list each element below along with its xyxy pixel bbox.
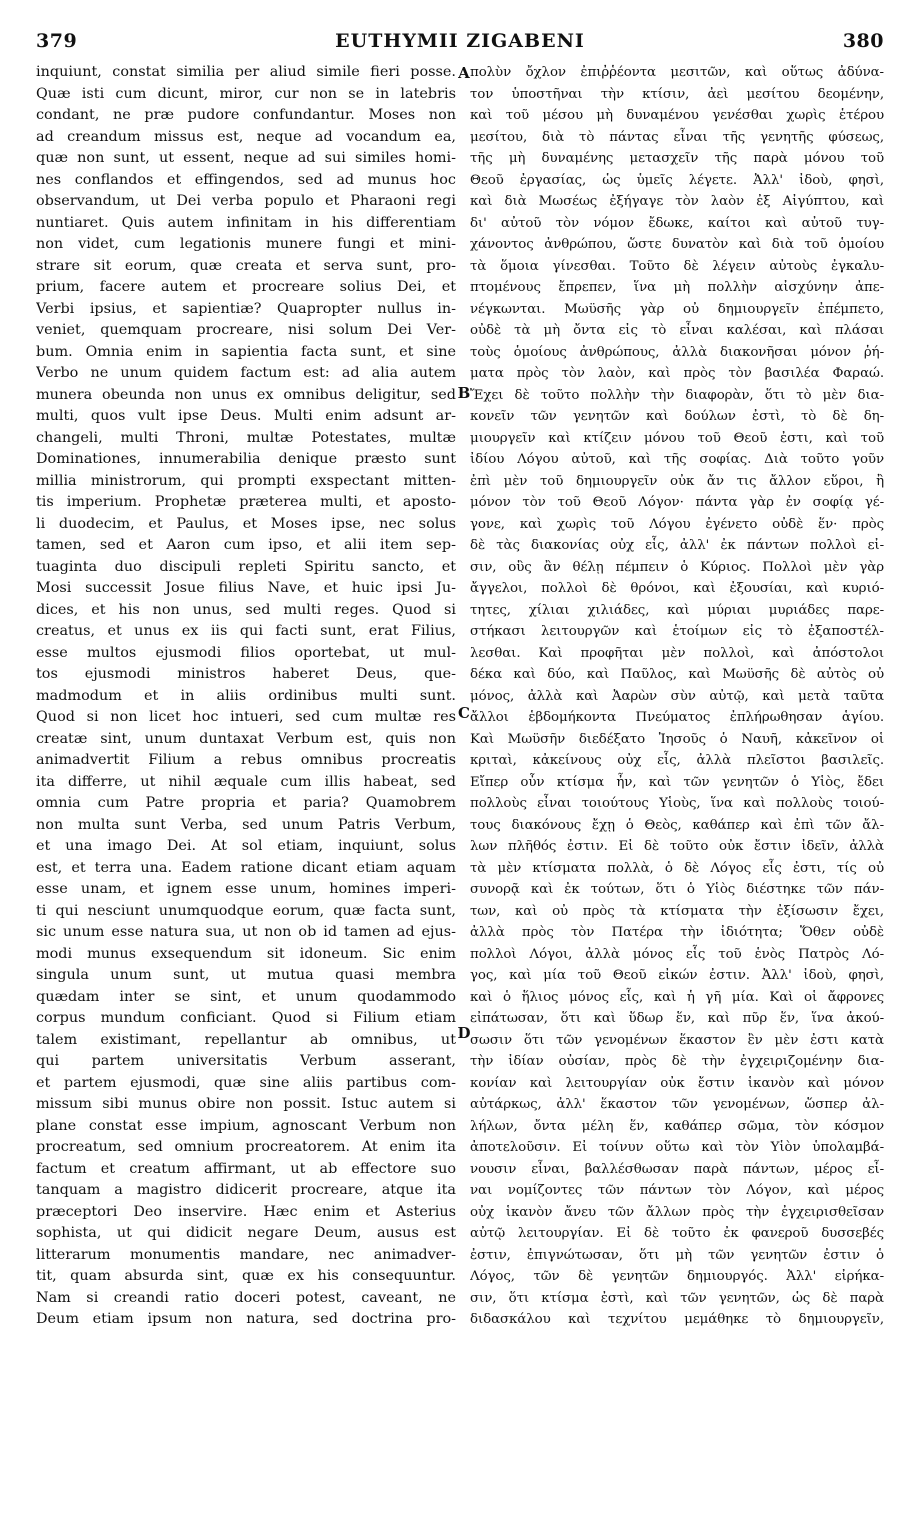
greek-column [470,62,884,1331]
text-line: δὲ τὰς διακονίας οὐχ εἷς, ἀλλ' ἐκ πάντων πολλοὶ εἰ- [470,538,884,553]
text-line: condant, ne præ pudore confundantur. Moses non [36,107,456,123]
text-line: γος, καὶ μία τοῦ Θεοῦ εἰκών ἐστιν. Ἀλλ' ἰδοὺ, φησὶ, [470,968,884,983]
text-line: nes conflandos et effingendos, sed ad munus hoc [36,171,456,188]
text-line: factum et creatum affirmant, ut ab effectore suo [36,1160,456,1177]
text-line: στήκασι λειτουργῶν καὶ ἑτοίμων εἰς τὸ ἐξαποστέλ- [470,624,884,639]
text-line: Verbi ipsius, et sapientiæ? Quapropter nullus in- [36,300,456,317]
text-line: λήλων, ὄντα μέλη ἕν, καθάπερ σῶμα, τὸν κόσμον [470,1118,884,1134]
text-line: et partem ejusmodi, quæ sine aliis partibus com- [36,1074,456,1091]
text-line: procreatum, sed omnium procreatorem. At enim ita [36,1139,456,1155]
text-line: talem existimant, repellantur ab omnibus, ut [36,1031,456,1048]
text-line: multi, quos vult ipse Deus. Multi enim adsunt ar- [36,408,456,424]
text-line: ad creandum missus est, neque ad vocandum ea, [36,128,456,145]
section-marker-a: A [458,64,470,82]
page-number-left: 379 [36,30,78,52]
text-line: esse multos ejusmodi filios oportebat, ut mul- [36,644,456,661]
text-line: præceptori Deo inservire. Hæc enim et Asterius [36,1203,456,1220]
text-line: changeli, multi Throni, multæ Potestates, multæ [36,429,456,446]
text-line: Dominationes, innumerabilia denique præsto sunt [36,451,456,467]
page-number-right: 380 [842,30,884,52]
text-line: tos ejusmodi ministros haberet Deus, que- [36,666,456,682]
text-line: est, et terra una. Eadem ratione dicant etiam aquam [36,859,456,876]
text-line: Ἔχει δὲ τοῦτο πολλὴν τὴν διαφορὰν, ὅτι τὸ μὲν δια- [470,387,884,403]
text-line: τον ὑποστῆναι τὴν κτίσιν, ἀεὶ μεσίτου δεομένην, [470,86,884,102]
text-line: μεσίτου, διὰ τὸ πάντας εἶναι τῆς γενητῆς φύσεως, [470,129,884,145]
text-line: τους διακόνους ἔχῃ ὁ Θεὸς, καθάπερ καὶ ἐπὶ τῶν ἄλ- [470,817,884,833]
text-line: modi munus exsequendum sit idoneum. Sic enim [36,945,456,962]
text-line: νουσιν εἶναι, βαλλέσθωσαν παρὰ πάντων, μέρος εἶ- [470,1161,884,1177]
text-line: ἀποτελοῦσιν. Εἰ τοίνυν οὕτω καὶ τὸν Υἱὸν ὑπολαμβά- [470,1140,884,1155]
text-line: corpus mundum conficiant. Quod si Filium etiam [36,1010,456,1026]
text-line: διδασκάλου καὶ τεχνίτου μεμάθηκε τὸ δημιουργεῖν, [470,1312,884,1327]
text-line: πολὺν ὄχλον ἐπιῤῥέοντα μεσιτῶν, καὶ οὕτως ἀδύνα- [470,65,884,80]
text-line: ἀλλὰ πρὸς τὸν Πατέρα τὴν ἰδιότητα; Ὅθεν οὐδὲ [470,925,884,940]
text-line: litterarum monumentis mandare, nec animadver- [36,1246,456,1263]
text-line: ti qui nesciunt unumquodque eorum, quæ facta sunt, [36,902,456,919]
text-line: qui partem universitatis Verbum asserant, [36,1053,456,1069]
text-line: creatæ sint, unum duntaxat Verbum est, quis non [36,730,456,747]
text-line: tanquam a magistro didicerit procreare, atque ita [36,1182,456,1198]
text-line: μόνον τὸν τοῦ Θεοῦ Λόγον· πάντα γὰρ ἐν σοφίᾳ γέ- [470,495,884,510]
text-line: veniet, quemquam procreare, nisi solum Dei Ver- [36,322,456,338]
text-line: λεσθαι. Καὶ προφῆται μὲν πολλοὶ, καὶ ἀπόστολοι [470,645,884,661]
text-line: μιουργεῖν καὶ κτίζειν μόνου τοῦ Θεοῦ ἐστι, καὶ τοῦ [470,430,884,446]
text-line: sic unum esse natura sua, ut non ob id tamen ad ejus- [36,924,456,940]
text-line: millia ministrorum, qui prompti exspectant mitten- [36,472,456,489]
text-line: αὐτάρκως, ἀλλ' ἕκαστον τῶν γενομένων, ὥσπερ ἀλ- [470,1097,884,1112]
text-line: missum sibi munus obire non possit. Istuc autem si [36,1096,456,1112]
text-line: μόνος, ἀλλὰ καὶ Ἀαρὼν σὺν αὐτῷ, καὶ μετὰ ταῦτα [470,688,884,704]
text-line: Λόγος, τῶν δὲ γενητῶν δημιουργός. Ἀλλ' εἰρήκα- [470,1269,884,1284]
text-line: tis imperium. Prophetæ præterea multi, et aposto- [36,494,456,510]
text-line: σιν, οὓς ἂν θέλῃ πέμπειν ὁ Κύριος. Πολλοὶ μὲν γὰρ [470,559,884,575]
text-line: Mosi successit Josue filius Nave, et huic ipsi Ju- [36,580,456,596]
text-line: Εἴπερ οὖν κτίσμα ἦν, καὶ τῶν γενητῶν ὁ Υἱὸς, ἔδει [470,774,884,790]
text-line: ita differre, ut nihil æquale cum illis habeat, sed [36,773,456,790]
text-line: τοὺς ὁμοίους ἀνθρώπους, ἀλλὰ διακονῆσαι μόνον ῥή- [470,344,884,360]
text-line: πτομένους ἔπρεπεν, ἵνα μὴ πολλὴν αἰσχύνην ἀπε- [470,280,884,295]
text-line: ματα πρὸς τὸν λαὸν, καὶ πρὸς τὸν βασιλέα Φαραώ. [470,366,884,381]
running-title: EUTHYMII ZIGABENI [335,30,585,52]
text-line: tit, quam absurda sint, quæ ex his consequuntur. [36,1268,456,1284]
text-line: omnia cum Patre propria et paria? Quamobrem [36,795,456,811]
text-line: γονε, καὶ χωρὶς τοῦ Λόγου ἐγένετο οὐδὲ ἕν· πρὸς [470,516,884,532]
text-line: τὰ μὲν κτίσματα πολλὰ, ὁ δὲ Λόγος εἷς ἐστι, τίς οὐ [470,860,884,876]
text-line: καὶ ὁ ἥλιος μόνος εἷς, καὶ ἡ γῆ μία. Καὶ οἱ ἄφρονες [470,989,884,1005]
text-line: των, καὶ οὐ πρὸς τὰ κτίσματα τὴν ἐξίσωσιν ἔχει, [470,903,884,919]
text-line: τῆς μὴ δυναμένης μετασχεῖν τῆς παρὰ μόνου τοῦ [470,151,884,166]
text-line: ἐπὶ μὲν τοῦ δημιουργεῖν οὐκ ἄν τις ἄλλον εὕροι, ἢ [470,473,884,489]
latin-column [36,62,456,1331]
text-line: quædam inter se sint, et unum quodammodo [36,988,456,1005]
text-line: et una imago Dei. At sol etiam, inquiunt, solus [36,838,456,854]
text-line: Καὶ Μωϋσῆν διεδέξατο Ἰησοῦς ὁ Ναυῆ, κἀκεῖνον οἱ [470,731,884,747]
text-line: esse unam, et ignem esse unum, homines imperi- [36,881,456,897]
text-line: dices, et his non unus, sed multi reges. Quod si [36,601,456,618]
text-line: Θεοῦ ἐργασίας, ὡς ὑμεῖς λέγετε. Ἀλλ' ἰδοὺ, φησὶ, [470,172,884,188]
text-line: munera obeunda non unus ex omnibus deligitur, sed [36,386,456,403]
text-line: tuaginta duo discipuli repleti Spiritu sancto, et [36,558,456,575]
text-line: ἄγγελοι, πολλοὶ δὲ θρόνοι, καὶ ἐξουσίαι, καὶ κυριό- [470,581,884,596]
text-line: δι' αὐτοῦ τὸν νόμον ἔδωκε, καίτοι καὶ αὐτοῦ τυγ- [470,215,884,231]
text-line: madmodum et in aliis ordinibus multi sunt. [36,687,456,704]
text-line: non videt, cum legationis munere fungi et mini- [36,236,456,252]
section-marker-c: C [458,704,470,722]
text-line: καὶ διὰ Μωσέως ἐξήγαγε τὸν λαὸν ἐξ Αἰγύπτου, καὶ [470,194,884,209]
text-line: χάνοντος ἀνθρώπου, ὥστε δυνατὸν καὶ διὰ τοῦ ὁμοίου [470,237,884,252]
text-line: strare sit eorum, quæ creata et serva sunt, pro- [36,257,456,274]
text-line: σωσιν ὅτι τῶν γενομένων ἕκαστον ἓν μὲν ἐστι κατὰ [470,1032,884,1048]
text-line: li duodecim, et Paulus, et Moses ipse, nec solus [36,515,456,532]
text-line: οὐχ ἱκανὸν ἄνευ τῶν ἄλλων πρὸς τὴν ἐγχειρισθεῖσαν [470,1204,884,1220]
text-line: κονίαν καὶ λειτουργίαν οὐκ ἔστιν ἱκανὸν καὶ μόνον [470,1075,884,1091]
section-marker-b: B [457,384,471,402]
text-line: πολλοὺς εἶναι τοιούτους Υἱοὺς, ἵνα καὶ πολλοὺς τοιού- [470,796,884,811]
text-line: animadvertit Filium a rebus omnibus procreatis [36,752,456,768]
text-line: λων πλῆθός ἐστιν. Εἰ δὲ τοῦτο οὐκ ἔστιν ἰδεῖν, ἀλλὰ [470,839,884,854]
text-line: κριταὶ, κἀκείνους οὐχ εἷς, ἀλλὰ πλεῖστοι βασιλεῖς. [470,753,884,768]
text-line: ἄλλοι ἑβδομήκοντα Πνεύματος ἐπλήρωθησαν ἁγίου. [470,710,884,725]
text-line: συνορᾷ καὶ ἐκ τούτων, ὅτι ὁ Υἱὸς διέστηκε τῶν πάν- [470,882,884,897]
text-line: Deum etiam ipsum non natura, sed doctrina pro- [36,1311,456,1327]
text-line: σιν, ὅτι κτίσμα ἐστὶ, καὶ τῶν γενητῶν, ὡς δὲ παρὰ [470,1290,884,1306]
text-line: ναι νομίζοντες τῶν πάντων τὸν Λόγον, καὶ μέρος [470,1183,884,1198]
text-line: αὐτῷ λειτουργίαν. Εἰ δὲ τοῦτο ἐκ φανεροῦ δυσσεβές [470,1226,884,1241]
text-line: ἰδίου Λόγου αὐτοῦ, καὶ τῆς σοφίας. Διὰ τοῦτο γοῦν [470,452,884,467]
text-line: κονεῖν τῶν γενητῶν καὶ δούλων ἐστὶ, τὸ δὲ δη- [470,409,884,424]
text-line: Nam si creandi ratio doceri potest, caveant, ne [36,1289,456,1306]
text-line: τητες, χίλιαι χιλιάδες, καὶ μύριαι μυριάδες παρε- [470,602,884,618]
text-line: sophista, ut qui didicit negare Deum, ausus est [36,1225,456,1241]
text-line: νέγκωνται. Μωϋσῆς γὰρ οὐ δημιουργεῖν ἐπέμπετο, [470,301,884,317]
text-line: nuntiaret. Quis autem infinitam in his differentiam [36,214,456,231]
text-line: tamen, sed et Aaron cum ipso, et alii item sep- [36,537,456,553]
text-line: εἰπάτωσαν, ὅτι καὶ ὕδωρ ἕν, καὶ πῦρ ἕν, ἵνα ἀκού- [470,1011,884,1026]
text-line: πολλοὶ Λόγοι, ἀλλὰ μόνος εἷς τοῦ ἑνὸς Πατρὸς Λό- [470,946,884,962]
text-line: καὶ τοῦ μέσου μὴ δυναμένου γενέσθαι χωρὶς ἑτέρου [470,108,884,123]
text-line: prium, facere autem et procreare solius Dei, et [36,279,456,295]
text-line: Quæ isti cum dicunt, miror, cur non se in latebris [36,85,456,102]
text-line: οὐδὲ τὰ μὴ ὄντα εἰς τὸ εἶναι καλέσαι, καὶ πλάσαι [470,323,884,338]
text-line: quæ non sunt, ut essent, neque ad sui similes homi- [36,150,456,166]
text-line: Quod si non licet hoc intueri, sed cum multæ res [36,709,456,725]
running-header [36,30,884,56]
section-marker-d: D [457,1024,471,1042]
text-line: Verbo ne unum quidem factum est: ad alia autem [36,365,456,381]
text-line: inquiunt, constat similia per aliud simile fieri posse. [36,64,456,80]
text-line: bum. Omnia enim in sapientia facta sunt, et sine [36,343,456,360]
text-line: τὰ ὅμοια γίνεσθαι. Τοῦτο δὲ λέγειν αὐτοὺς ἐγκαλυ- [470,258,884,274]
text-line: observandum, ut Dei verba populo et Pharaoni regi [36,193,456,209]
text-line: plane constat esse impium, agnoscant Verbum non [36,1117,456,1134]
text-line: creatus, et unus ex iis qui facti sunt, erat Filius, [36,623,456,639]
text-line: singula unum sunt, ut mutua quasi membra [36,967,456,983]
text-line: δέκα καὶ δύο, καὶ Παῦλος, καὶ Μωϋσῆς δὲ αὐτὸς οὐ [470,667,884,682]
text-line: τὴν ἰδίαν οὐσίαν, πρὸς δὲ τὴν ἐγχειριζομένην δια- [470,1054,884,1069]
text-line: ἐστιν, ἐπιγνώτωσαν, ὅτι μὴ τῶν γενητῶν ἐστιν ὁ [470,1247,884,1263]
text-line: non multa sunt Verba, sed unum Patris Verbum, [36,816,456,833]
